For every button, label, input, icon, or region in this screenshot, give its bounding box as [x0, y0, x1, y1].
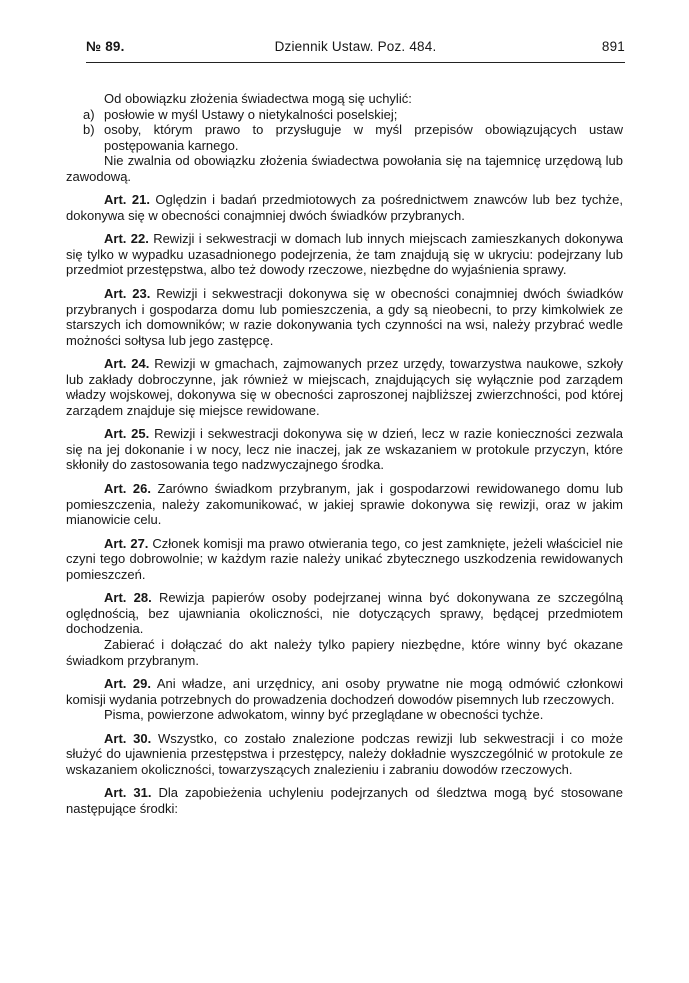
article-31: Art. 31. Dla zapobieżenia uchyleniu podejrzanych od śledztwa mogą być stosowane następujące środki:: [66, 785, 623, 816]
article-28: Art. 28. Rewizja papierów osoby podejrzanej winna być dokonywana ze szczególną oględnością, bez ujawniania okoliczności, nie dotyczących sprawy, będącej przedmiotem dochodzenia.: [66, 590, 623, 637]
document-body: [66, 91, 623, 816]
article-label: Art. 31.: [104, 785, 152, 801]
paragraph-professional-secrecy: Nie zwalnia od obowiązku złożenia świadectwa powołania się na tajemnicę urzędową lub zawodową.: [66, 153, 623, 184]
article-23: Art. 23. Rewizji i sekwestracji dokonywa się w obecności conajmniej dwóch świadków przybranych i gospodarza domu lub pomieszczenia, a gdy są nieobecni, to przy kimkolwiek ze starszych ich domowników; w razie dokonywania tych czynności na wsi, należy przybrać wedle możności sołtysa lub jego zastępcę.: [66, 286, 623, 348]
article-25: Art. 25. Rewizji i sekwestracji dokonywa się w dzień, lecz w razie konieczności zezwala się na jej dokonanie i w nocy, lecz nie inaczej, jak ze wskazaniem w protokule przyczyn, które skłoniły do zastosowania tego nadzwyczajnego środka.: [66, 426, 623, 473]
article-label: Art. 29.: [104, 676, 151, 692]
journal-title: Dziennik Ustaw. Poz. 484.: [274, 39, 437, 54]
header-rule: [86, 62, 625, 63]
article-label: Art. 22.: [104, 231, 149, 247]
page-number: 891: [601, 39, 625, 54]
paragraph-intro: Od obowiązku złożenia świadectwa mogą się uchylić:: [104, 91, 412, 106]
article-29-continuation: Pisma, powierzone adwokatom, winny być przeglądane w obecności tychże.: [104, 707, 544, 723]
article-label: Art. 30.: [104, 730, 152, 746]
article-26: Art. 26. Zarówno świadkom przybranym, jak i gospodarzowi rewidowanego domu lub pomieszczenia, należy zakomunikować, w jakiej sprawie dokonywa się rewizji, oraz w jakim mianowicie celu.: [66, 481, 623, 528]
article-29: Art. 29. Ani władze, ani urzędnicy, ani osoby prywatne nie mogą odmówić członkowi komisji wydania potrzebnych do prowadzenia dochodzeń dowodów pisemnych lub rzeczowych.: [66, 676, 623, 707]
article-22: Art. 22. Rewizji i sekwestracji w domach lub innych miejscach zamieszkanych dokonywa się tylko w wypadku uzasadnionego podejrzenia, że tam znajdują się w ukryciu: podejrzany lub przedmiot przestępstwa, albo też dowody rzeczowe, niezbędne do wyjaśnienia sprawy.: [66, 231, 623, 278]
list-marker: a): [83, 106, 95, 122]
article-label: Art. 23.: [104, 286, 151, 302]
article-label: Art. 25.: [104, 426, 150, 442]
list-item-a: a) posłowie w myśl Ustawy o nietykalności poselskiej;: [83, 106, 398, 122]
article-30: Art. 30. Wszystko, co zostało znalezione podczas rewizji lub sekwestracji i co może służyć do ujawnienia przestępstwa i przestępcy, należy dokładnie wyszczególnić w protokule ze wskazaniem okoliczności, towarzyszących znalezieniu i zabraniu dowodów rzeczowych.: [66, 730, 623, 777]
article-label: Art. 21.: [104, 192, 150, 208]
list-item-b: b) osoby, którym prawo to przysługuje w myśl przepisów obowiązujących ustaw postępowania karnego.: [83, 122, 623, 153]
article-24: Art. 24. Rewizji w gmachach, zajmowanych przez urzędy, towarzystwa naukowe, szkoły lub zakłady dobroczynne, jak również w miejscach, znajdujących się wyłącznie pod zarządem władzy wojskowej, dokonywa się w obecności zaproszonej najbliższej zwierzchności, pod której zarządem znajduje się miejsce rewidowane.: [66, 356, 623, 418]
issue-number: № 89.: [86, 39, 125, 54]
page-header: [86, 39, 625, 57]
article-28-continuation: Zabierać i dołączać do akt należy tylko papiery niezbędne, które winny być okazane świadkom przybranym.: [66, 636, 623, 668]
article-27: Art. 27. Członek komisji ma prawo otwierania tego, co jest zamknięte, jeżeli właściciel nie czyni tego dobrowolnie; w każdym razie należy unikać zbytecznego uszkodzenia rewidowanych pomieszczeń.: [66, 535, 623, 582]
article-label: Art. 26.: [104, 481, 151, 497]
article-label: Art. 27.: [104, 535, 149, 551]
article-21: Art. 21. Oględzin i badań przedmiotowych za pośrednictwem znawców lub bez tychże, dokonywa się w obecności conajmniej dwóch świadków przybranych.: [66, 192, 623, 223]
list-marker: b): [83, 122, 95, 138]
article-label: Art. 24.: [104, 356, 150, 372]
article-label: Art. 28.: [104, 590, 152, 606]
